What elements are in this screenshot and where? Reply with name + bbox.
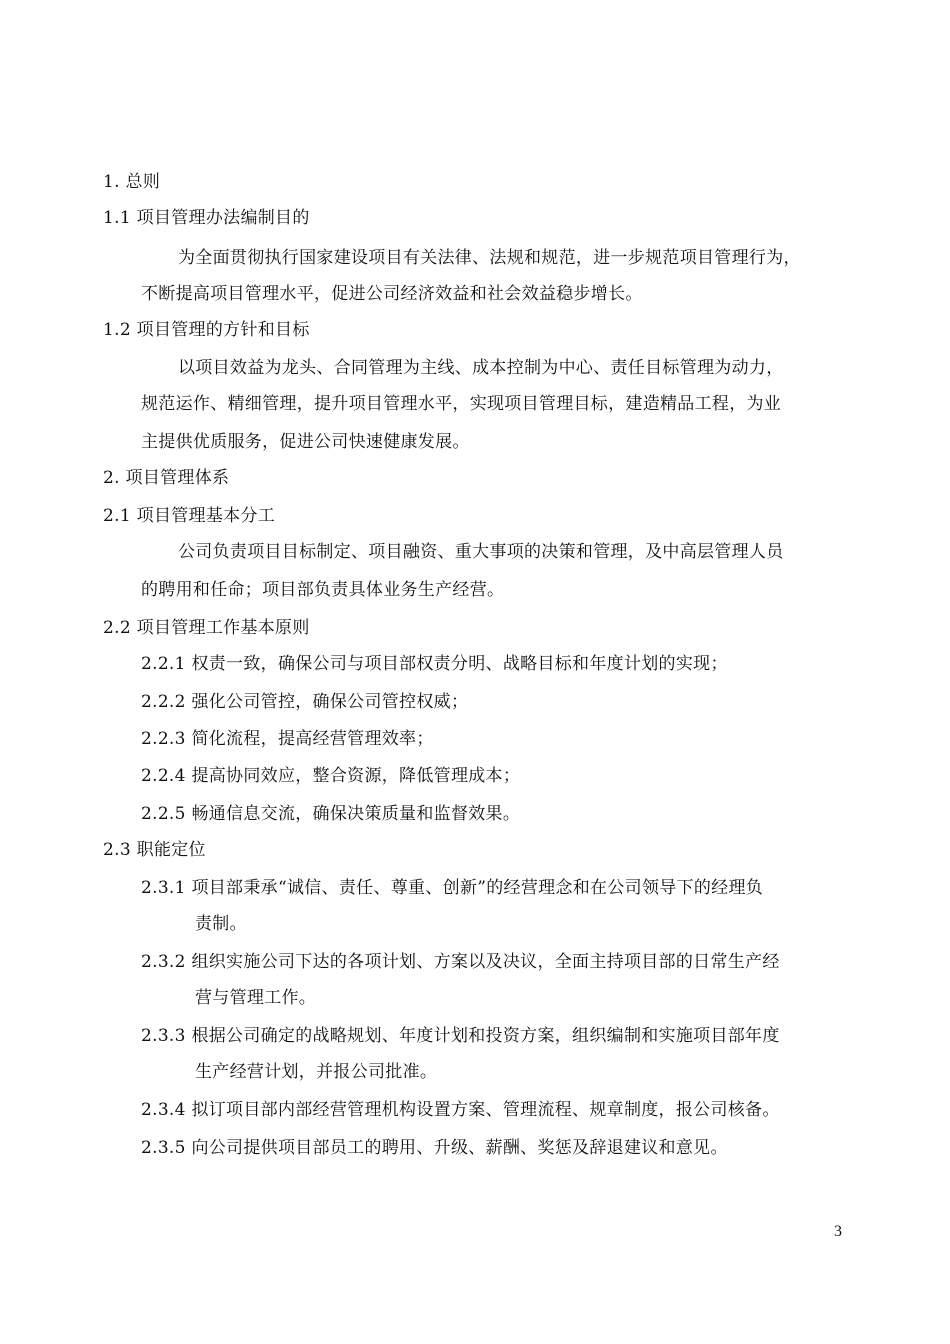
list-item: 2.3.2 组织实施公司下达的各项计划、方案以及决议，全面主持项目部的日常生产经 bbox=[141, 952, 780, 972]
list-item: 2.2.5 畅通信息交流，确保决策质量和监督效果。 bbox=[141, 804, 521, 824]
list-item: 2.3.4 拟订项目部内部经营管理机构设置方案、管理流程、规章制度，报公司核备。 bbox=[141, 1100, 780, 1120]
section-heading-1: 1. 总则 bbox=[103, 172, 161, 192]
subsection-heading-2-1: 2.1 项目管理基本分工 bbox=[103, 506, 276, 526]
list-item: 2.2.3 简化流程，提高经营管理效率； bbox=[141, 729, 434, 749]
paragraph-line: 以项目效益为龙头、合同管理为主线、成本控制为中心、责任目标管理为动力， bbox=[178, 358, 784, 378]
list-item: 2.2.4 提高协同效应，整合资源，降低管理成本； bbox=[141, 766, 521, 786]
subsection-heading-1-1: 1.1 项目管理办法编制目的 bbox=[103, 208, 310, 228]
section-heading-2: 2. 项目管理体系 bbox=[103, 468, 230, 488]
paragraph-line: 不断提高项目管理水平，促进公司经济效益和社会效益稳步增长。 bbox=[141, 284, 643, 304]
subsection-heading-2-2: 2.2 项目管理工作基本原则 bbox=[103, 618, 310, 638]
paragraph-line: 主提供优质服务，促进公司快速健康发展。 bbox=[141, 432, 470, 452]
list-item-continuation: 责制。 bbox=[195, 914, 247, 934]
list-item: 2.3.3 根据公司确定的战略规划、年度计划和投资方案，组织编制和实施项目部年度 bbox=[141, 1026, 780, 1046]
page-number: 3 bbox=[834, 1223, 842, 1240]
paragraph-line: 公司负责项目目标制定、项目融资、重大事项的决策和管理，及中高层管理人员 bbox=[178, 542, 784, 562]
paragraph-line: 的聘用和任命；项目部负责具体业务生产经营。 bbox=[141, 580, 505, 600]
subsection-heading-1-2: 1.2 项目管理的方针和目标 bbox=[103, 320, 310, 340]
list-item-continuation: 生产经营计划，并报公司批准。 bbox=[195, 1062, 438, 1082]
subsection-heading-2-3: 2.3 职能定位 bbox=[103, 840, 206, 860]
paragraph-line: 为全面贯彻执行国家建设项目有关法律、法规和规范，进一步规范项目管理行为， bbox=[178, 248, 801, 268]
paragraph-line: 规范运作、精细管理，提升项目管理水平，实现项目管理目标，建造精品工程，为业 bbox=[141, 394, 782, 414]
list-item: 2.2.2 强化公司管控，确保公司管控权威； bbox=[141, 692, 469, 712]
list-item: 2.3.1 项目部秉承“诚信、责任、尊重、创新”的经营理念和在公司领导下的经理负 bbox=[141, 878, 764, 898]
list-item: 2.3.5 向公司提供项目部员工的聘用、升级、薪酬、奖惩及辞退建议和意见。 bbox=[141, 1138, 728, 1158]
list-item: 2.2.1 权责一致，确保公司与项目部权责分明、战略目标和年度计划的实现； bbox=[141, 654, 728, 674]
list-item-continuation: 营与管理工作。 bbox=[195, 988, 317, 1008]
